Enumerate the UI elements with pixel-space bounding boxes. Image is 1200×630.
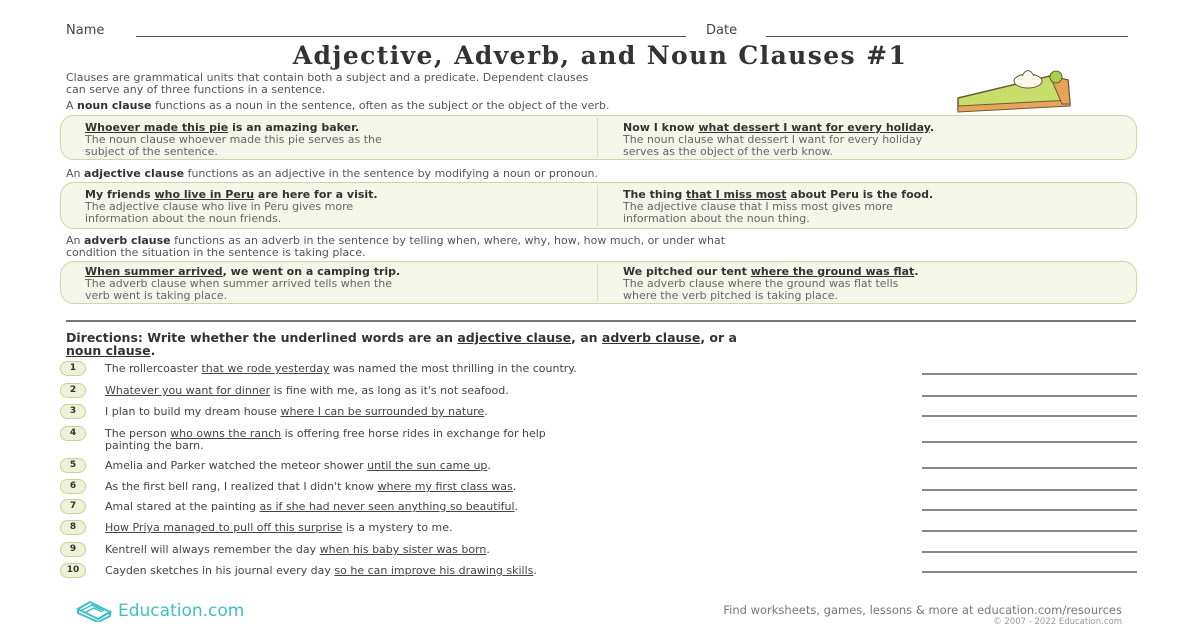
ex-explain-2: information about the noun friends. <box>85 212 282 225</box>
divider <box>597 118 598 157</box>
example-adjective-1 <box>85 189 378 225</box>
ex-underlined: what dessert I want for every holiday <box>698 121 930 134</box>
question-number-badge: 7 <box>60 499 86 514</box>
ex-underlined: who live in Peru <box>154 188 255 201</box>
example-adverb-2 <box>623 266 919 302</box>
q-post-2: painting the barn. <box>105 439 204 452</box>
answer-field-3[interactable] <box>922 415 1137 417</box>
question-text <box>105 501 885 513</box>
q-underlined: that we rode yesterday <box>201 362 330 375</box>
question-text <box>105 428 885 452</box>
q-pre: As the first bell rang, I realized that I didn't know <box>105 480 378 493</box>
answer-field-4[interactable] <box>922 441 1137 443</box>
answer-field-10[interactable] <box>922 571 1137 573</box>
adverb-clause-definition <box>66 235 725 259</box>
noun-clause-examples <box>60 115 1137 160</box>
defn-rest: functions as an adverb in the sentence by telling when, where, why, how, how much, or under what <box>170 234 726 247</box>
q-post: is fine with me, as long as it's not seafood. <box>270 384 509 397</box>
defn-lead: An <box>66 234 84 247</box>
q-post: . <box>487 459 491 472</box>
ex-post: . <box>929 121 935 134</box>
q-pre: Amelia and Parker watched the meteor shower <box>105 459 368 472</box>
ex-underlined: When summer arrived <box>85 265 223 278</box>
ex-explain-1: The noun clause what dessert I want for every holiday <box>623 133 923 146</box>
answer-field-9[interactable] <box>922 551 1137 553</box>
option-adverb: adverb clause <box>601 330 701 345</box>
name-date-row <box>66 22 1128 40</box>
section-divider <box>66 320 1136 322</box>
option-adjective: adjective clause <box>457 330 572 345</box>
ex-explain-2: subject of the sentence. <box>85 145 218 158</box>
q-underlined: who owns the ranch <box>170 427 282 440</box>
divider <box>597 185 598 226</box>
defn-rest: functions as an adjective in the sentence by modifying a noun or pronoun. <box>184 167 599 180</box>
name-field[interactable] <box>136 36 686 37</box>
q-pre: Kentrell will always remember the day <box>105 543 320 556</box>
adverb-clause-term: adverb clause <box>84 234 171 247</box>
q-underlined: as if she had never seen anything so beautiful <box>259 500 515 513</box>
book-stack-icon <box>76 600 112 622</box>
q-pre: The rollercoaster <box>105 362 202 375</box>
q-underlined: where my first class was <box>377 480 513 493</box>
q-post: . <box>514 500 519 513</box>
key-lime-pie-icon <box>950 66 1080 116</box>
footer-copyright: © 2007 - 2022 Education.com <box>993 617 1122 627</box>
adjective-clause-definition <box>66 168 598 180</box>
divider <box>597 264 598 301</box>
answer-field-2[interactable] <box>922 395 1137 397</box>
q-post: is offering free horse rides in exchange for help <box>281 427 546 440</box>
q-post: is a mystery to me. <box>342 521 453 534</box>
ex-pre: Now I know <box>623 121 699 134</box>
question-number-badge: 5 <box>60 458 86 473</box>
ex-post: are here for a visit. <box>254 188 378 201</box>
defn-rest-2: condition the situation in the sentence is taking place. <box>66 246 366 259</box>
q-post: was named the most thrilling in the country. <box>329 362 577 375</box>
question-text <box>105 522 885 534</box>
question-number-badge: 2 <box>60 383 86 398</box>
adverb-clause-examples <box>60 261 1137 304</box>
date-label: Date <box>706 23 738 38</box>
answer-field-5[interactable] <box>922 467 1137 469</box>
answer-field-1[interactable] <box>922 373 1137 375</box>
ex-pre: We pitched our tent <box>623 265 751 278</box>
directions-text: , an <box>571 330 602 345</box>
ex-explain-1: The adverb clause when summer arrived tells when the <box>85 277 392 290</box>
ex-explain-1: The noun clause whoever made this pie serves as the <box>85 133 382 146</box>
worksheet-title: Adjective, Adverb, and Noun Clauses #1 <box>292 41 908 70</box>
question-text <box>105 460 885 472</box>
directions-text: , or a <box>700 330 737 345</box>
ex-explain-2: information about the noun thing. <box>623 212 810 225</box>
example-adjective-2 <box>623 189 933 225</box>
ex-explain-2: verb went is taking place. <box>85 289 228 302</box>
question-number-badge: 10 <box>60 563 86 578</box>
answer-field-7[interactable] <box>922 509 1137 511</box>
question-number-badge: 6 <box>60 479 86 494</box>
footer-tagline[interactable]: Find worksheets, games, lessons & more at education.com/resources <box>723 603 1122 617</box>
defn-lead: A <box>66 99 78 112</box>
ex-post: , we went on a camping trip. <box>222 265 401 278</box>
ex-explain-1: The adverb clause where the ground was flat tells <box>623 277 899 290</box>
q-underlined: when his baby sister was born <box>319 543 487 556</box>
ex-underlined: Whoever made this pie <box>85 121 229 134</box>
example-adverb-1 <box>85 266 400 302</box>
directions <box>66 331 1126 357</box>
q-pre: Amal stared at the painting <box>105 500 260 513</box>
q-underlined: until the sun came up <box>367 459 488 472</box>
question-text <box>105 565 885 577</box>
answer-field-6[interactable] <box>922 489 1137 491</box>
question-text <box>105 385 885 397</box>
question-text <box>105 406 885 418</box>
question-number-badge: 1 <box>60 361 86 376</box>
q-pre: Cayden sketches in his journal every day <box>105 564 335 577</box>
q-underlined: How Priya managed to pull off this surprise <box>105 521 343 534</box>
ex-explain-2: serves as the object of the verb know. <box>623 145 833 158</box>
q-underlined: Whatever you want for dinner <box>105 384 271 397</box>
ex-underlined: where the ground was flat <box>750 265 915 278</box>
question-text <box>105 363 885 375</box>
name-label: Name <box>66 23 105 38</box>
noun-clause-definition <box>66 100 609 112</box>
q-post: . <box>533 564 537 577</box>
intro-line-1: Clauses are grammatical units that contain both a subject and a predicate. Dependent clauses <box>66 71 589 84</box>
ex-pre: My friends <box>85 188 155 201</box>
question-number-badge: 8 <box>60 520 86 535</box>
footer-info <box>723 603 1122 627</box>
question-text <box>105 481 885 493</box>
noun-clause-term: noun clause <box>77 99 152 112</box>
directions-text: Directions: Write whether the underlined words are an <box>66 330 458 345</box>
example-noun-2 <box>623 122 934 158</box>
ex-post: about Peru is the food. <box>786 188 934 201</box>
question-text <box>105 544 885 556</box>
question-number-badge: 4 <box>60 426 86 441</box>
intro-paragraph <box>66 72 926 96</box>
ex-post: . <box>914 265 919 278</box>
intro-line-2: can serve any of three functions in a sentence. <box>66 83 326 96</box>
ex-explain-2: where the verb pitched is taking place. <box>623 289 839 302</box>
directions-text: . <box>150 343 156 358</box>
q-underlined: where I can be surrounded by nature <box>280 405 485 418</box>
ex-post: is an amazing baker. <box>228 121 360 134</box>
defn-rest: functions as a noun in the sentence, often as the subject or the object of the verb. <box>151 99 610 112</box>
example-noun-1 <box>85 122 382 158</box>
q-post: . <box>512 480 517 493</box>
education-com-logo[interactable] <box>76 598 244 624</box>
option-noun: noun clause <box>66 343 151 358</box>
date-field[interactable] <box>766 36 1128 37</box>
logo-text: Education.com <box>118 601 245 621</box>
ex-explain-1: The adjective clause that I miss most gives more <box>623 200 893 213</box>
adjective-clause-term: adjective clause <box>84 167 185 180</box>
question-number-badge: 9 <box>60 542 86 557</box>
question-number-badge: 3 <box>60 404 86 419</box>
defn-lead: An <box>66 167 84 180</box>
q-post: . <box>484 405 488 418</box>
q-pre: The person <box>105 427 171 440</box>
q-underlined: so he can improve his drawing skills <box>334 564 534 577</box>
ex-pre: The thing <box>623 188 687 201</box>
q-post: . <box>486 543 490 556</box>
adjective-clause-examples <box>60 182 1137 229</box>
ex-explain-1: The adjective clause who live in Peru gives more <box>85 200 354 213</box>
q-pre: I plan to build my dream house <box>105 405 281 418</box>
answer-field-8[interactable] <box>922 530 1137 532</box>
ex-underlined: that I miss most <box>686 188 787 201</box>
